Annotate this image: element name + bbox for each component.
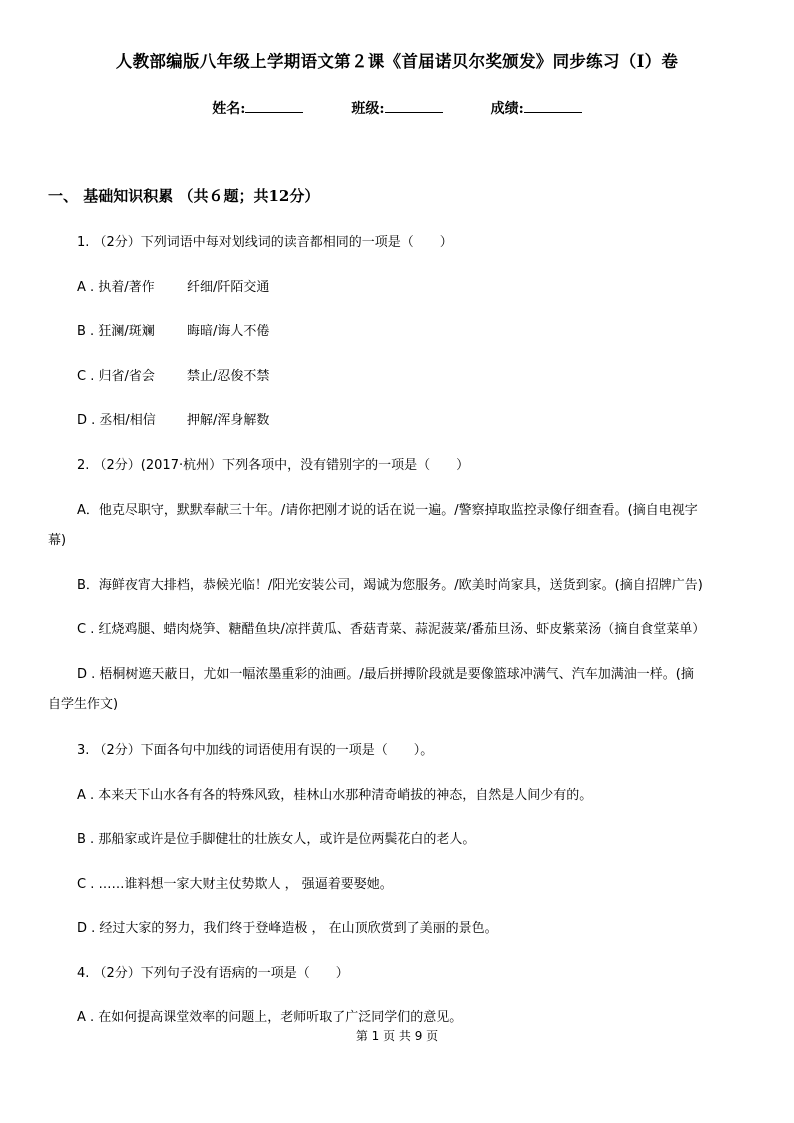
question-1-option-c: C . 归省/省会 禁止/忍俊不禁 — [77, 369, 270, 384]
name-label: 姓名: — [212, 101, 246, 117]
question-1-stem: 1. （2分）下列词语中每对划线词的读音都相同的一项是（ ） — [77, 235, 453, 250]
question-2-option-b: B．海鲜夜宵大排档，恭候光临！/阳光安装公司，竭诚为您服务。/欧美时尚家具，送货到家。(摘自招牌广告) — [77, 578, 703, 593]
section-heading: 一、 基础知识积累 （共６题；共12分） — [48, 187, 320, 205]
question-1-option-d: D . 丞相/相信 押解/浑身解数 — [77, 413, 270, 428]
student-info — [0, 98, 794, 118]
question-2-option-d: D . 梧桐树遮天蔽日，尤如一幅浓墨重彩的油画。/最后拼搏阶段就是要像篮球冲满气、汽车加满油一样。(摘 — [77, 667, 694, 682]
class-blank — [385, 99, 443, 113]
class-label: 班级: — [351, 101, 385, 117]
question-1-option-a: A . 执着/著作 纤细/阡陌交通 — [77, 280, 270, 295]
question-2-option-c: C . 红烧鸡腿、蜡肉烧笋、糖醋鱼块/凉拌黄瓜、香菇青菜、蒜泥菠菜/番茄旦汤、虾皮紫菜汤（摘自食堂菜单） — [77, 622, 706, 637]
question-3-option-c: C . ……谁料想一家大财主仗势欺人 ， 强逼着要娶她。 — [77, 877, 393, 892]
question-1-option-b: B . 狂澜/斑斓 晦暗/诲人不倦 — [77, 324, 270, 339]
question-2-stem: 2. （2分）(2017·杭州）下列各项中，没有错别字的一项是（ ） — [77, 458, 470, 473]
question-2-option-a-cont: 幕) — [48, 533, 67, 548]
question-3-option-b: B . 那船家或许是位手脚健壮的壮族女人，或许是位两鬓花白的老人。 — [77, 832, 476, 847]
question-3-option-d: D . 经过大家的努力，我们终于登峰造极 ， 在山顶欣赏到了美丽的景色。 — [77, 921, 498, 936]
score-label: 成绩: — [490, 101, 524, 117]
question-4-option-a: A . 在如何提高课堂效率的问题上，老师听取了广泛同学们的意见。 — [77, 1010, 463, 1025]
page-footer: 第 1 页 共 9 页 — [355, 1029, 439, 1043]
score-field — [491, 98, 582, 118]
question-4-stem: 4. （2分）下列句子没有语病的一项是（ ） — [77, 966, 349, 981]
score-blank — [524, 99, 582, 113]
class-field — [351, 98, 442, 118]
page-title: 人教部编版八年级上学期语文第２课《首届诺贝尔奖颁发》同步练习（I）卷 — [115, 52, 679, 71]
question-2-option-a: A．他克尽职守，默默奉献三十年。/请你把刚才说的话在说一遍。/警察掉取监控录像仔细查看。(摘自电视字 — [77, 503, 698, 518]
question-3-option-a: A . 本来天下山水各有各的特殊风致，桂林山水那种清奇峭拔的神态，自然是人间少有的。 — [77, 788, 593, 803]
question-3-stem: 3. （2分）下面各句中加线的词语使用有误的一项是（ ）。 — [77, 743, 434, 758]
question-2-option-d-cont: 自学生作文) — [48, 697, 119, 712]
name-field — [212, 98, 303, 118]
name-blank — [245, 99, 303, 113]
